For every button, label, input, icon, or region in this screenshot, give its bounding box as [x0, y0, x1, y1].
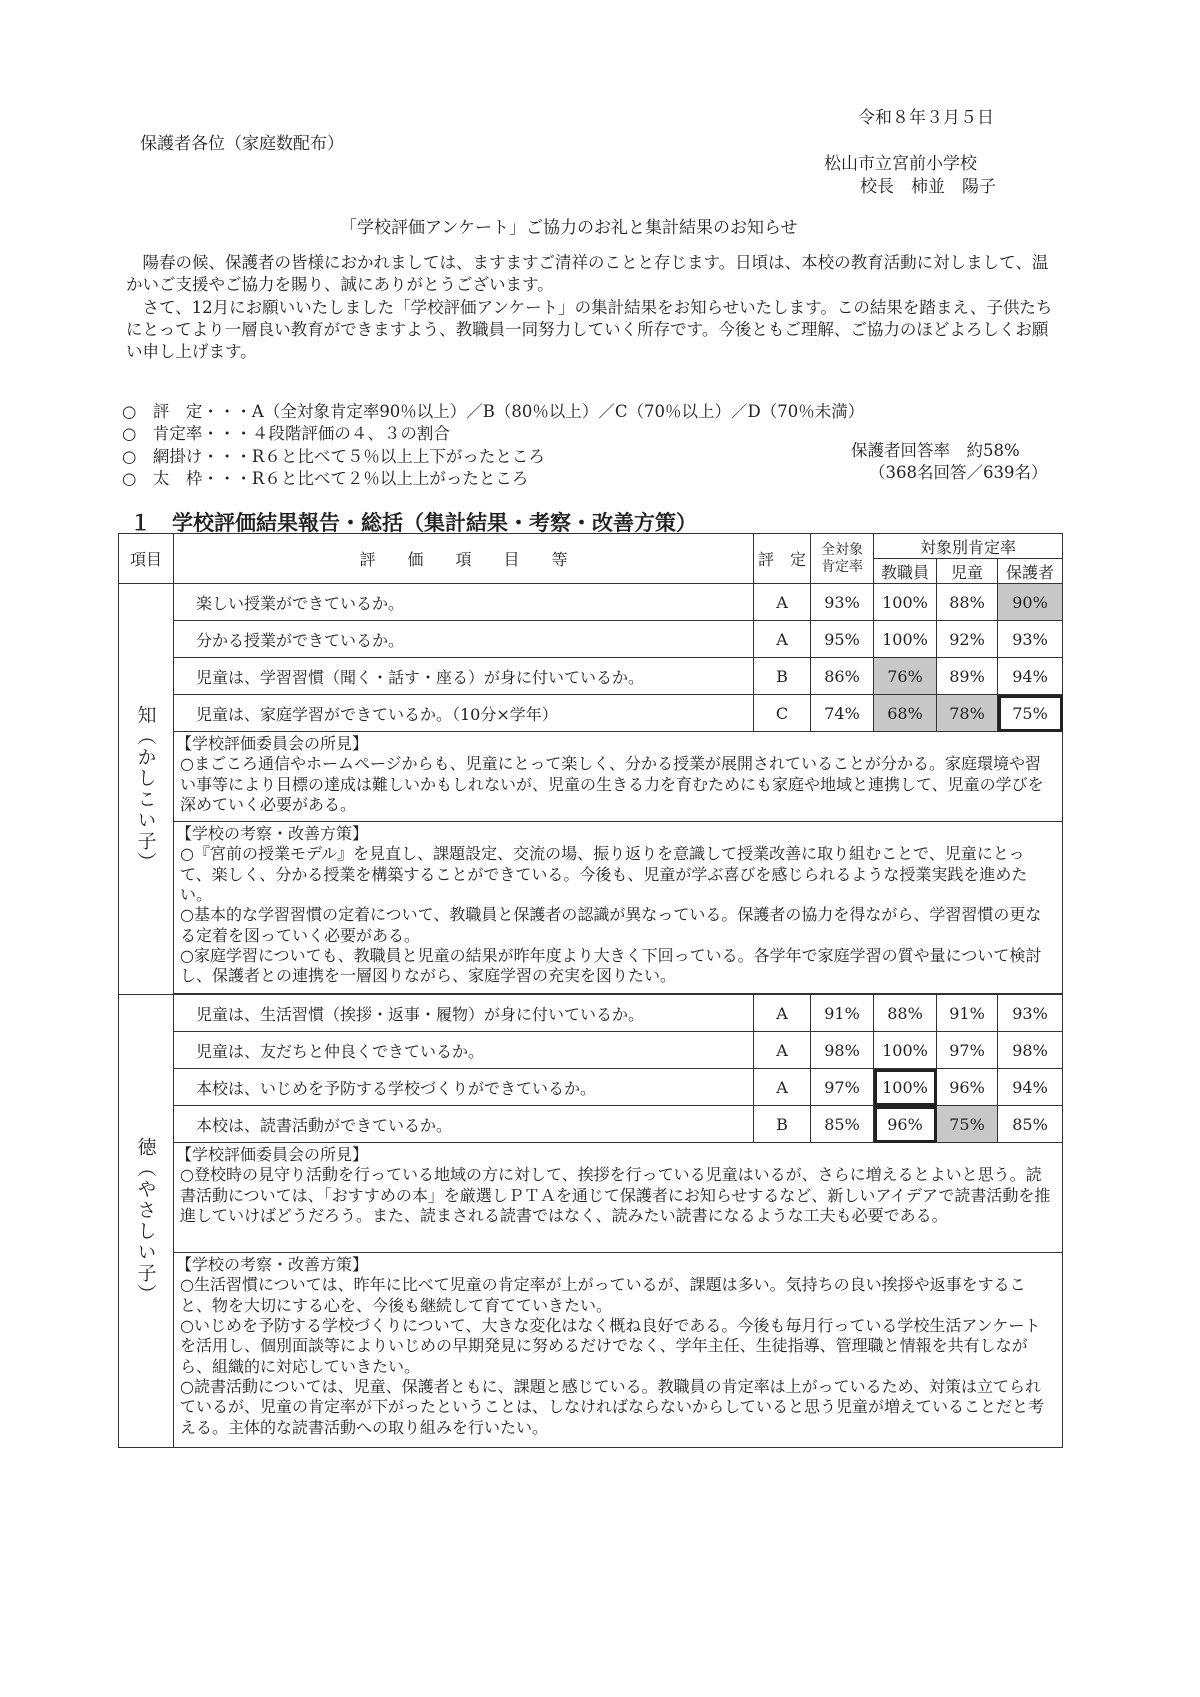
header-by-target: 対象別肯定率 — [874, 534, 1063, 559]
item-text: 本校は、いじめを予防する学校づくりができているか。 — [174, 1069, 754, 1106]
school-text: ○いじめを予防する学校づくりについて、大きな変化はなく概ね良好である。今後も毎月行っている学校生活アンケートを活用し、個別面談等によりいじめの早期発見に努めるだけでなく、学年主任、生徒指導、管理職と情報を共有しながら、組織的に対応していきたい。 — [180, 1315, 1041, 1376]
section-title: １ 学校評価結果報告・総括（集計結果・考察・改善方策） — [130, 510, 697, 535]
header-grade: 評 定 — [754, 534, 811, 584]
staff-cell: 100% — [874, 1069, 937, 1106]
grade-cell: A — [754, 1069, 811, 1106]
parent-cell: 93% — [998, 621, 1063, 658]
item-text: 児童は、生活習慣（挨拶・返事・履物）が身に付いているか。 — [174, 995, 754, 1032]
response-rate-text: 保護者回答率 約58% — [851, 441, 1020, 460]
staff-cell: 88% — [874, 995, 937, 1032]
header-item: 評 価 項 目 等 — [174, 534, 754, 584]
item-text: 児童は、学習習慣（聞く・話す・座る）が身に付いているか。 — [174, 658, 754, 695]
student-cell: 97% — [937, 1032, 998, 1069]
document-date: 令和８年３月５日 — [858, 108, 994, 128]
grade-cell: C — [754, 695, 811, 732]
parent-cell: 75% — [998, 695, 1063, 732]
document-title: 「学校評価アンケート」ご協力のお礼と集計結果のお知らせ — [340, 218, 798, 238]
committee-findings-chi — [174, 732, 1063, 822]
parent-cell: 94% — [998, 658, 1063, 695]
staff-cell: 76% — [874, 658, 937, 695]
school-improvement-chi — [174, 822, 1063, 994]
school-text: ○『宮前の授業モデル』を見直し、課題設定、交流の場、振り返りを意識して授業改善に取り組むことで、児童にとって、楽しく、分かる授業を構築することができている。今後も、児童が学ぶ喜びを感じられるような授業実践を進めたい。 — [180, 844, 1028, 904]
legend-item: ○ 肯定率・・・４段階評価の４、３の割合 — [122, 424, 450, 444]
results-table — [118, 533, 1063, 1448]
overall-cell: 97% — [811, 1069, 874, 1106]
parent-cell: 98% — [998, 1032, 1063, 1069]
student-cell: 78% — [937, 695, 998, 732]
school-text: ○生活習慣については、昨年に比べて児童の肯定率が上がっているが、課題は多い。気持ちの良い挨拶や返事をすること、物を大切にする心を、今後も継続して育てていきたい。 — [180, 1275, 1026, 1315]
grade-cell: A — [754, 584, 811, 621]
committee-text: ○まごころ通信やホームページからも、児童にとって楽しく、分かる授業が展開されていることが分かる。家庭環境や習い事等により目標の達成は難しいかもしれないが、児童の生きる力を育むためにも家庭や地域と連携して、児童の学びを深めていく必要がある。 — [180, 754, 1044, 814]
staff-cell: 100% — [874, 621, 937, 658]
item-text: 本校は、読書活動ができているか。 — [174, 1106, 754, 1143]
header-student: 児童 — [937, 559, 998, 584]
student-cell: 89% — [937, 658, 998, 695]
staff-cell: 96% — [874, 1106, 937, 1143]
response-rate — [851, 440, 1048, 485]
overall-cell: 95% — [811, 621, 874, 658]
header-overall-line2: 肯定率 — [821, 558, 863, 575]
category-chi: 知（かしこい子） — [119, 584, 174, 995]
header-overall — [811, 534, 874, 584]
student-cell: 75% — [937, 1106, 998, 1143]
student-cell: 91% — [937, 995, 998, 1032]
student-cell: 96% — [937, 1069, 998, 1106]
committee-label: 【学校評価委員会の所見】 — [176, 734, 369, 753]
school-name: 松山市立宮前小学校 — [824, 154, 977, 174]
header-category: 項目 — [119, 534, 174, 584]
student-cell: 92% — [937, 621, 998, 658]
parent-cell: 93% — [998, 995, 1063, 1032]
item-text: 分かる授業ができているか。 — [174, 621, 754, 658]
parent-cell: 94% — [998, 1069, 1063, 1106]
intro-text — [126, 252, 1056, 363]
grade-cell: A — [754, 995, 811, 1032]
school-label: 【学校の考察・改善方策】 — [176, 824, 369, 843]
header-parent: 保護者 — [998, 559, 1063, 584]
header-staff: 教職員 — [874, 559, 937, 584]
school-text: ○基本的な学習習慣の定着について、教職員と保護者の認識が異なっている。保護者の協力を得ながら、学習習慣の更なる定着を図っていく必要がある。 — [180, 905, 1042, 945]
parent-cell: 90% — [998, 584, 1063, 621]
item-text: 児童は、友だちと仲良くできているか。 — [174, 1032, 754, 1069]
category-toku: 徳（やさしい子） — [119, 995, 174, 1448]
staff-cell: 100% — [874, 584, 937, 621]
school-label: 【学校の考察・改善方策】 — [176, 1255, 369, 1274]
staff-cell: 100% — [874, 1032, 937, 1069]
overall-cell: 98% — [811, 1032, 874, 1069]
overall-cell: 93% — [811, 584, 874, 621]
response-count-text: （368名回答／639名） — [869, 463, 1048, 483]
intro-paragraph-1: 陽春の候、保護者の皆様におかれましては、ますますご清祥のことと存じます。日頃は、本校の教育活動に対しまして、温かいご支援やご協力を賜り、誠にありがとうございます。 — [126, 253, 1049, 295]
overall-cell: 85% — [811, 1106, 874, 1143]
student-cell: 88% — [937, 584, 998, 621]
grade-cell: B — [754, 1106, 811, 1143]
staff-cell: 68% — [874, 695, 937, 732]
legend-item: ○ 評 定・・・A（全対象肯定率90％以上）／B（80％以上）／C（70％以上）／D（70％未満） — [122, 402, 865, 421]
item-text: 児童は、家庭学習ができているか。（10分×学年） — [174, 695, 754, 732]
grade-cell: A — [754, 621, 811, 658]
principal-name: 校長 柿並 陽子 — [860, 177, 996, 197]
school-text: ○読書活動については、児童、保護者ともに、課題と感じている。教職員の肯定率は上がっているため、対策は立てられているが、児童の肯定率が下がったということは、しなければならないからしていると思う児童が増えていることだと考える。主体的な読書活動への取り組みを行いたい。 — [180, 1376, 1045, 1437]
legend-item: ○ 太 枠・・・R６と比べて２％以上上がったところ — [122, 468, 529, 488]
grade-cell: A — [754, 1032, 811, 1069]
school-text: ○家庭学習についても、教職員と児童の結果が昨年度より大きく下回っている。各学年で家庭学習の質や量について検討し、保護者との連携を一層図りながら、家庭学習の充実を図りたい。 — [180, 945, 1042, 986]
committee-findings-toku — [174, 1143, 1063, 1253]
item-text: 楽しい授業ができているか。 — [174, 584, 754, 621]
school-improvement-toku — [174, 1253, 1063, 1448]
recipient: 保護者各位（家庭数配布） — [140, 134, 344, 154]
legend-item: ○ 網掛け・・・R６と比べて５％以上上下がったところ — [122, 446, 545, 466]
committee-text: ○登校時の見守り活動を行っている地域の方に対して、挨拶を行っている児童はいるが、さらに増えるとよいと思う。読書活動については、「おすすめの本」を厳選しＰＴＡを通じて保護者にお知らせするなど、新しいアイデアで読書活動を推進していけばどうだろう。また、読まされる読書ではなく、読みたい読書になるような工夫も必要である。 — [180, 1165, 1051, 1225]
overall-cell: 86% — [811, 658, 874, 695]
legend — [122, 401, 864, 490]
grade-cell: B — [754, 658, 811, 695]
committee-label: 【学校評価委員会の所見】 — [176, 1145, 369, 1164]
header-overall-line1: 全対象 — [821, 542, 863, 559]
overall-cell: 74% — [811, 695, 874, 732]
intro-paragraph-2: さて、12月にお願いいたしました「学校評価アンケート」の集計結果をお知らせいたします。この結果を踏まえ、子供たちにとってより一層良い教育ができますよう、教職員一同努力していく所存です。今後ともご理解、ご協力のほどよろしくお願い申し上げます。 — [126, 297, 1053, 362]
parent-cell: 85% — [998, 1106, 1063, 1143]
overall-cell: 91% — [811, 995, 874, 1032]
